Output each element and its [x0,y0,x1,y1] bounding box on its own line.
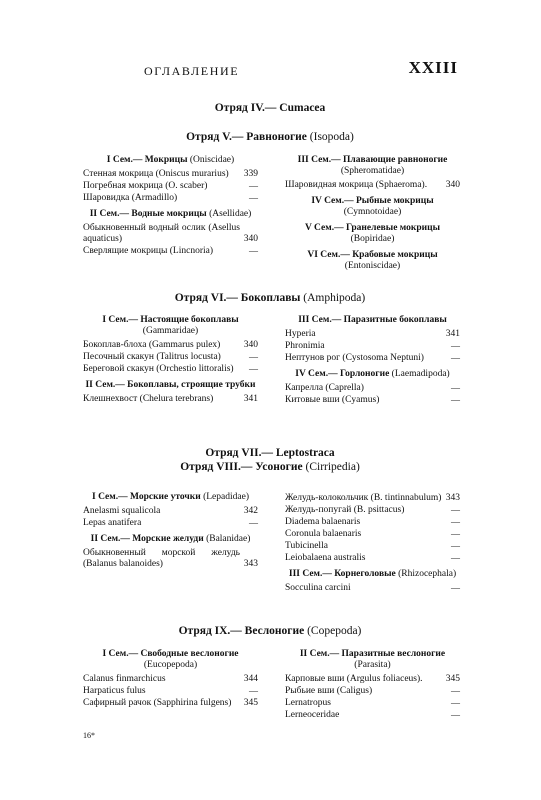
page-number: XXIII [408,58,458,77]
toc-entry [83,169,258,180]
toc-entry [83,674,258,685]
family-latin-name: (Asellidae) [209,209,252,219]
entry-title: Harpaticus fulus [83,686,146,696]
entry-title: Шаровидка (Armadillo) [83,193,178,203]
family-heading [285,569,460,580]
entry-title: Обыкновенный водный ослик (Asellus aquaticus) [83,223,240,244]
toc-entry [285,383,460,394]
entry-title: Phronimia [285,341,325,351]
family-heading [285,649,460,671]
entry-title: Стенная мокрица (Oniscus murarius) [83,169,229,179]
entry-page: — [451,529,460,539]
entry-page: — [249,193,258,203]
family-name: II Сем.— Морские желуди [90,534,204,544]
family-latin-name: (Lepadidae) [203,492,249,502]
signature-mark: 16* [83,731,95,740]
entry-page: 342 [243,506,258,516]
family-latin-name: (Parasita) [354,660,391,670]
copepoda-right-column [285,649,460,722]
family-latin-name: (Rhizocephala) [398,569,457,579]
toc-entry [285,180,460,191]
entry-title: Lepas anatifera [83,518,142,528]
family-name: I Сем.— Настоящие бокоплавы [102,315,239,325]
running-title: ОГЛАВЛЕНИЕ [144,64,240,78]
toc-entry [285,698,460,709]
entry-title: Бокоплав-блоха (Gammarus pulex) [83,340,221,350]
entry-page: 341 [445,329,460,339]
toc-entry [285,710,460,721]
entry-title: Calanus finmarchicus [83,674,166,684]
amphipoda-right-column [285,315,460,407]
family-latin-name: (Balanidae) [206,534,251,544]
entry-title: Береговой скакун (Orchestio littoralis) [83,364,234,374]
toc-entry [285,505,460,516]
entry-title: Hyperia [285,329,316,339]
family-name: VI Сем.— Крабовые мокрицы [307,250,438,260]
family-name: IV Сем.— Горлоногие [295,369,390,379]
entry-title: Lernatropus [285,698,331,708]
family-latin-name: (Oniscidae) [189,155,235,165]
entry-page: — [451,341,460,351]
family-name: V Сем.— Гранелевые мокрицы [304,223,441,233]
order-title-viii: Отряд VIII.— Усоногие (Cirripedia) [180,461,360,473]
entry-page: 341 [243,394,258,404]
family-heading [285,155,460,177]
entry-title: Tubicinella [285,541,328,551]
entry-page: 340 [243,234,258,244]
copepoda-left-column [83,649,258,710]
family-latin-name: (Laemadipoda) [391,369,450,379]
isopoda-left-column [83,155,258,258]
entry-page: 343 [243,559,258,569]
entry-page: — [451,583,460,593]
family-name: I Сем.— Свободные веслоногие [102,649,239,659]
toc-entry [83,340,258,351]
entry-title: Coronula balaenaris [285,529,362,539]
entry-page: 340 [445,180,460,190]
family-name: II Сем.— Водные мокрицы [89,209,207,219]
entry-page: 344 [243,674,258,684]
toc-entry [83,506,258,517]
toc-entry [285,529,460,540]
toc-entry [83,698,258,709]
entry-page: — [249,352,258,362]
order-title-v: Отряд V.— Равноногие (Isopoda) [186,131,354,143]
family-latin-name: (Cymnotoidae) [343,207,402,217]
toc-entry [285,329,460,340]
toc-entry [285,583,460,594]
family-heading [285,315,460,326]
toc-entry [83,518,258,529]
toc-entry [285,341,460,352]
entry-page: 345 [243,698,258,708]
entry-page: — [451,505,460,515]
family-name: II Сем.— Паразитные веслоногие [299,649,446,659]
entry-page: — [451,383,460,393]
family-name: I Сем.— Морские уточки [92,492,201,502]
toc-entry [285,395,460,406]
entry-page: 339 [243,169,258,179]
toc-entry [83,352,258,363]
family-latin-name: (Entoniscidae) [344,261,401,271]
entry-title: Шаровидная мокрица (Sphaeroma). [285,180,428,190]
entry-title: Обыкновенный морской желудь (Balanus balanoides) [83,548,240,569]
entry-title: Желудь-колокольчик (B. tintinnabulum) [285,493,442,503]
isopoda-right-column [285,155,460,275]
toc-entry [83,364,258,375]
family-heading [285,223,460,245]
entry-page: — [451,686,460,696]
entry-page: — [451,541,460,551]
entry-title: Китовые вши (Cyamus) [285,395,380,405]
family-name: IV Сем.— Рыбные мокрицы [311,196,434,206]
family-name: III Сем.— Корнеголовые [288,569,396,579]
family-latin-name: (Gammaridae) [142,326,199,336]
toc-entry [83,394,258,405]
family-name: III Сем.— Паразитные бокоплавы [298,315,447,325]
toc-entry [285,517,460,528]
toc-entry [285,674,460,685]
family-heading [285,196,460,218]
family-heading [83,315,258,337]
family-heading [285,250,460,272]
family-latin-name: (Eucopepoda) [143,660,198,670]
cirripedia-right-column [285,492,460,595]
entry-title: Песочный скакун (Talitrus locusta) [83,352,221,362]
family-heading [285,369,460,380]
entry-title: Капрелла (Caprella) [285,383,364,393]
entry-page: 345 [445,674,460,684]
entry-title: Клешнехвост (Chelura terebrans) [83,394,214,404]
order-title-vii: Отряд VII.— Leptostraca [205,447,335,459]
entry-page: 340 [243,340,258,350]
cirripedia-left-column [83,492,258,571]
family-heading [83,492,258,503]
entry-title: Сверлящие мокрицы (Lincnoria) [83,246,214,256]
family-name: I Сем.— Мокрицы [106,155,188,165]
toc-entry [83,548,258,570]
toc-entry [285,353,460,364]
toc-entry [83,181,258,192]
entry-page: — [249,686,258,696]
family-name: II Сем.— Бокоплавы, строящие трубки [85,380,256,390]
entry-title: Карповые вши (Argulus foliaceus). [285,674,423,684]
entry-page: 343 [445,493,460,503]
entry-page: — [451,710,460,720]
family-heading [83,209,258,220]
family-heading [83,534,258,545]
entry-page: — [249,246,258,256]
toc-entry [83,193,258,204]
toc-entry [285,553,460,564]
entry-title: Рыбьие вши (Caligus) [285,686,373,696]
entry-title: Желудь-попугай (B. psittacus) [285,505,405,515]
family-name: III Сем.— Плавающие равноногие [297,155,448,165]
entry-title: Leiobalaena australis [285,553,366,563]
entry-page: — [451,553,460,563]
toc-entry [285,541,460,552]
entry-title: Погребная мокрица (O. scaber) [83,181,208,191]
entry-title: Anelasmi squalicola [83,506,161,516]
entry-page: — [249,181,258,191]
family-heading [83,380,258,391]
entry-page: — [249,518,258,528]
entry-title: Lerneoceridae [285,710,340,720]
family-latin-name: (Spheromatidae) [340,166,405,176]
amphipoda-left-column [83,315,258,406]
family-latin-name: (Bopiridae) [350,234,395,244]
family-heading [83,155,258,166]
toc-entry [83,686,258,697]
toc-entry [285,686,460,697]
entry-title: Нептунов рог (Cystosoma Neptuni) [285,353,424,363]
order-title-iv: Отряд IV.— Cumacea [214,102,326,114]
entry-page: — [451,517,460,527]
order-title-vi: Отряд VI.— Бокоплавы (Amphipoda) [174,292,366,304]
entry-title: Socculina carcini [285,583,351,593]
family-heading [83,649,258,671]
entry-page: — [451,353,460,363]
entry-title: Diadema balaenaris [285,517,361,527]
entry-page: — [451,698,460,708]
toc-entry [83,223,258,245]
toc-entry [285,493,460,504]
entry-title: Сафирный рачок (Sapphirina fulgens) [83,698,232,708]
toc-entry [83,246,258,257]
page-header [84,58,458,82]
entry-page: — [249,364,258,374]
order-title-ix: Отряд IX.— Веслоногие (Copepoda) [178,625,362,637]
entry-page: — [451,395,460,405]
